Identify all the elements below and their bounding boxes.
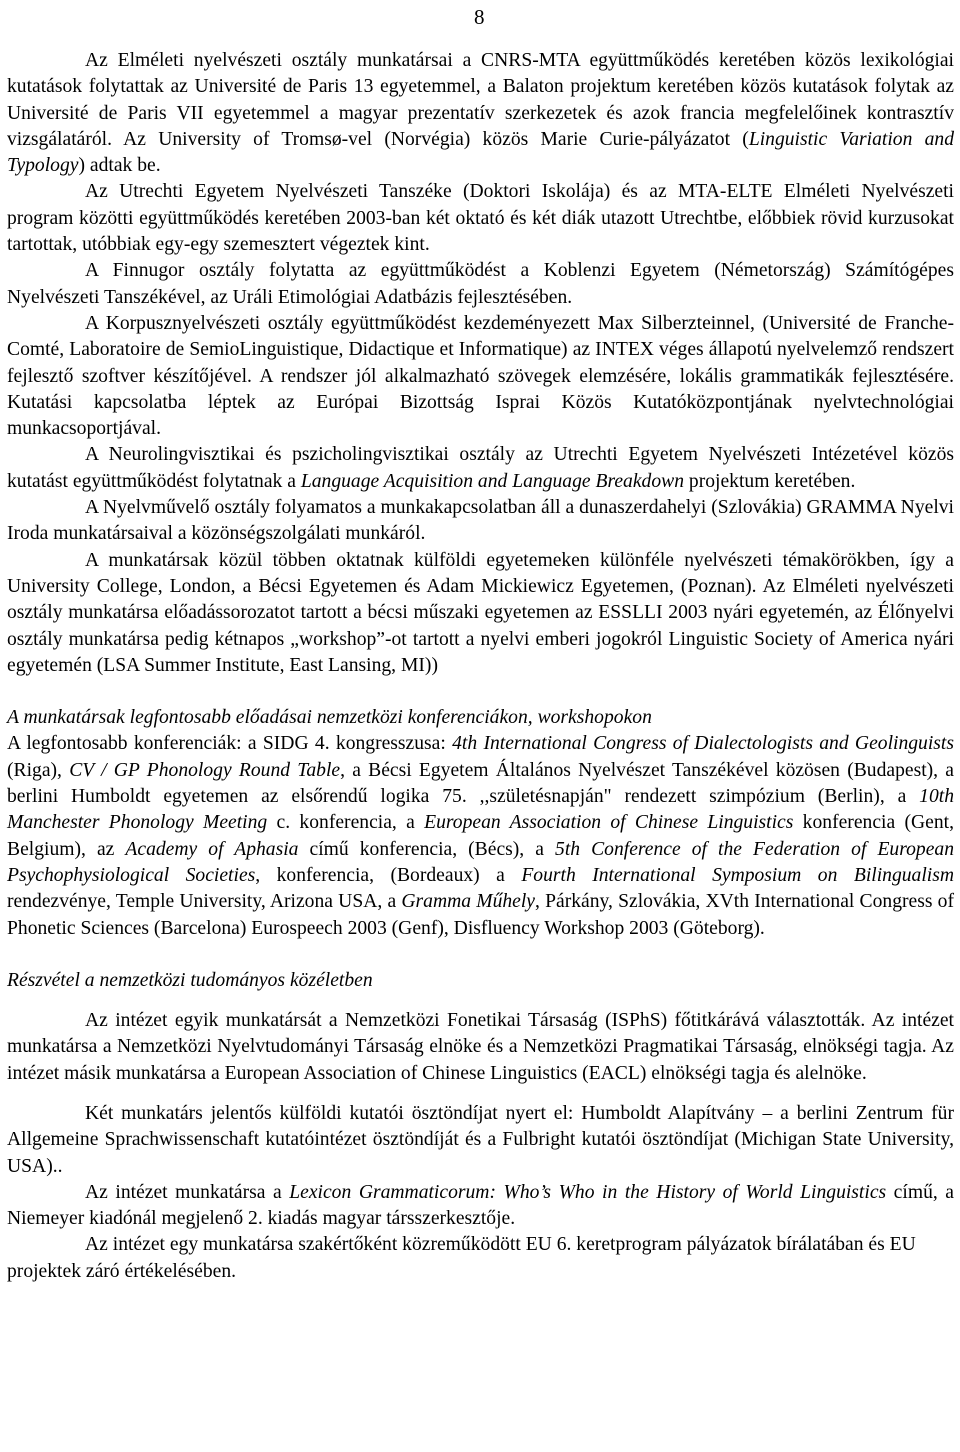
conference-text: A legfontosabb konferenciák: a SIDG 4. kongresszusa: bbox=[7, 733, 453, 755]
conference-title: CV / GP Phonology Round Table bbox=[69, 759, 341, 781]
conference-title: Gramma Műhely bbox=[401, 891, 535, 913]
paragraph-nyelvmuvelo-cooperation: A Nyelvművelő osztály folyamatos a munkakapcsolatban áll a dunaszerdahelyi (Szlovákia) GRAMMA Nyelvi Iroda munkatársaival a közönségszolgálati munkáról. bbox=[7, 497, 954, 545]
paragraph-cnrs-cooperation: Az Elméleti nyelvészeti osztály munkatársai a CNRS-MTA együttműködés keretében közös lexikológiai kutatások folytattak az Université de Paris 13 egyetemmel, a Balaton projektum keretében közös kutatások folytak az Université de Paris VII egyetemmel a magyar prezentatív szerkezetek és azok francia megfelelőinek kontrasztív vizsgálatáról. Az University of Tromsø-vel (Norvégia) közös Marie Curie-pályázatot (Linguistic Variation and Typology) adtak be. bbox=[7, 50, 954, 177]
paragraph-teaching-abroad: A munkatársak közül többen oktatnak külföldi egyetemeken különféle nyelvészeti témakörökben, így a University College, London, a Bécsi Egyetemen és Adam Mickiewicz Egyetemen, (Poznan). Az Elméleti nyelvészeti osztály munkatársa előadássorozatot tartott a bécsi műszaki egyetemen az ESSLLI 2003 nyári egyetemén, az Élőnyelvi osztály munkatársa pedig kétnapos „workshop”-ot tartott a nyelvi emberi jogokról Linguistic Society of America nyári egyetemén (LSA Summer Institute, East Lansing, MI)) bbox=[7, 549, 954, 676]
conference-text: , a Bécsi Egyetem Általános Nyelvészet Tanszékével közösen (Budapest), a berlini Humboldt egyetemen az elsőrendű logika 75. ,,születésnapján" rendezett szimpózium (Berlin), a bbox=[7, 759, 954, 808]
conference-text: (Riga), bbox=[7, 759, 70, 781]
page-number: 8 bbox=[474, 5, 485, 29]
conference-title: European Association of Chinese Linguistics bbox=[424, 812, 794, 834]
paragraph-scholarships: Két munkatárs jelentős külföldi kutatói ösztöndíjat nyert el: Humboldt Alapítvány – a berlini Zentrum für Allgemeine Sprachwissenschaft kutatóintézet ösztöndíját és a Fulbright kutatói ösztöndíjat (Michigan State University, USA).. bbox=[7, 1102, 954, 1177]
conference-title: Academy of Aphasia bbox=[125, 838, 299, 860]
paragraph-finnugor-cooperation: A Finnugor osztály folytatta az együttműködést a Koblenzi Egyetem (Németország) Számítógépes Nyelvészeti Tanszékével, az Uráli Etimológiai Adatbázis fejlesztésében. bbox=[7, 260, 954, 308]
section-heading-participation: Részvétel a nemzetközi tudományos közéletben bbox=[7, 969, 373, 991]
conference-text: , konferencia, (Bordeaux) a bbox=[255, 864, 522, 886]
conference-text: rendezvénye, Temple University, Arizona USA, a bbox=[7, 891, 402, 913]
section-heading-conferences: A munkatársak legfontosabb előadásai nemzetközi konferenciákon, workshopokon bbox=[7, 707, 652, 729]
conference-title: 4th International Congress of Dialectologists and Geolinguists bbox=[452, 733, 954, 755]
conference-text: c. konferencia, a bbox=[267, 812, 425, 834]
paragraph-neurolingvisztika-cooperation: A Neurolingvisztikai és pszicholingvisztikai osztály az Utrechti Egyetem Nyelvészeti Intézetével közös kutatást együttműködést folytatnak a Language Acquisition and Language Breakdown projektum keretében. bbox=[7, 444, 954, 492]
conference-text: konferencia (Gent, Belgium), az bbox=[7, 812, 954, 860]
conference-title: 5th Conference of the Federation of European Psychophysiological Societies bbox=[7, 838, 954, 886]
paragraph-isphs-membership: Az intézet egyik munkatársát a Nemzetközi Fonetikai Társaság (ISPhS) főtitkárává választották. Az intézet munkatársa a Nemzetközi Nyelvtudományi Társaság elnöke és a Nemzetközi Pragmatikai Társaság, elnökségi tagja. Az intézet másik munkatársa a European Association of Chinese Linguistics (EACL) elnökségi tagja és alelnöke. bbox=[7, 1010, 954, 1084]
paragraph-conference-list bbox=[7, 731, 954, 941]
paragraph-eu-expert: Az intézet egy munkatársa szakértőként közreműködött EU 6. keretprogram pályázatok bírálatában és EU projektek záró értékelésében. bbox=[7, 1234, 916, 1282]
paragraph-korpusz-cooperation: A Korpusznyelvészeti osztály együttműködést kezdeményezett Max Silberzteinnel, (Université de Franche-Comté, Laboratoire de SemioLinguistique, Didactique et Informatique) az INTEX véges állapotú nyelvelemző rendszert fejlesztő szoftver készítőjével. A rendszer jól alkalmazható szövegek elemzésére, lokális grammatikák fejlesztésére. Kutatási kapcsolatba léptek az Európai Bizottság Isprai Közös Kutatóközpontjának nyelvtechnológiai munkacsoportjával. bbox=[7, 312, 954, 440]
paragraph-utrecht-cooperation: Az Utrechti Egyetem Nyelvészeti Tanszéke (Doktori Iskolája) és az MTA-ELTE Elméleti Nyelvészeti program közötti együttműködés keretében 2003-ban két oktató és két diák utazott Utrechtbe, előbbiek rövid kurzusokat tartottak, utóbbiak egy-egy szemesztert végeztek kint. bbox=[7, 181, 954, 256]
paragraph-lexicon-editor: Az intézet munkatársa a Lexicon Grammaticorum: Who’s Who in the History of World Linguistics című, a Niemeyer kiadónál megjelenő 2. kiadás magyar társszerkesztője. bbox=[7, 1181, 954, 1230]
conference-text: című konferencia, (Bécs), a bbox=[298, 838, 556, 860]
conference-title: Fourth International Symposium on Bilingualism bbox=[521, 864, 954, 886]
conference-title: 10th Manchester Phonology Meeting bbox=[7, 786, 954, 834]
document-body bbox=[7, 48, 954, 1285]
conference-text: , Párkány, Szlovákia, XVth International Congress of Phonetic Sciences (Barcelona) Eurospeech 2003 (Genf), Disfluency Workshop 2003 (Göteborg). bbox=[7, 891, 954, 939]
